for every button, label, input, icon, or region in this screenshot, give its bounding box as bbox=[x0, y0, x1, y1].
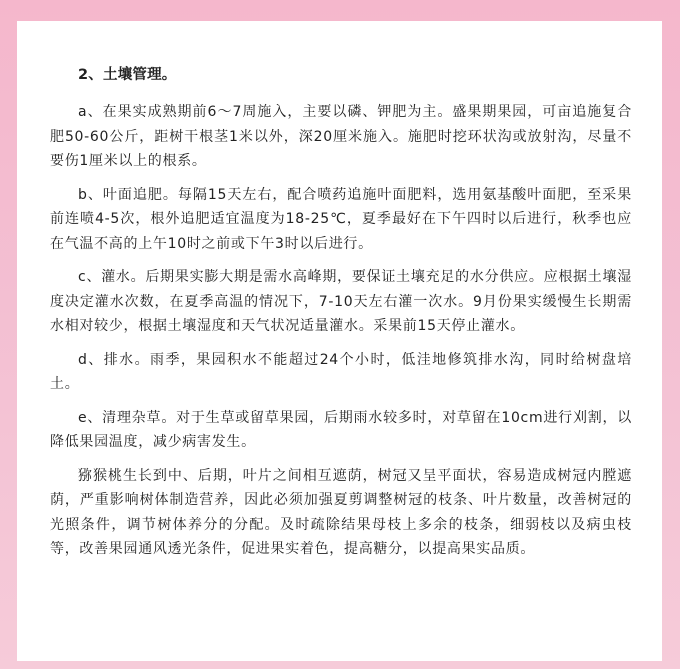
paragraph-pruning: 猕猴桃生长到中、后期，叶片之间相互遮荫，树冠又呈平面状，容易造成树冠内膛遮荫，严重影响树体制造营养，因此必须加强夏剪调整树冠的枝条、叶片数量，改善树冠的光照条件，调节树体养分的分配。及时疏除结果母枝上多余的枝条，细弱枝以及病虫枝等，改善果园通风透光条件，促进果实着色，提高糖分，以提高果实品质。 bbox=[50, 467, 632, 557]
paragraph-weeding: e、清理杂草。对于生草或留草果园，后期雨水较多时，对草留在10cm进行刈割，以降低果园温度，减少病害发生。 bbox=[50, 409, 632, 450]
paragraph-fertilization: a、在果实成熟期前6～7周施入，主要以磷、钾肥为主。盛果期果园，可亩追施复合肥50-60公斤，距树干根茎1米以外，深20厘米施入。施肥时挖环状沟或放射沟，尽量不要伤1厘米以上的根系。 bbox=[50, 104, 632, 169]
article-card bbox=[17, 21, 662, 661]
paragraph-foliar-fertilizer: b、叶面追肥。每隔15天左右，配合喷药追施叶面肥料，选用氨基酸叶面肥，至采果前连喷4-5次，根外追肥适宜温度为18-25℃，夏季最好在下午四时以后进行，秋季也应在气温不高的上午10时之前或下午3时以后进行。 bbox=[50, 186, 632, 252]
paragraph-irrigation: c、灌水。后期果实膨大期是需水高峰期，要保证土壤充足的水分供应。应根据土壤湿度决定灌水次数，在夏季高温的情况下，7-10天左右灌一次水。9月份果实缓慢生长期需水相对较少，根据土壤湿度和天气状况适量灌水。采果前15天停止灌水。 bbox=[50, 269, 632, 334]
section-heading: 2、土壤管理。 bbox=[78, 67, 177, 83]
paragraph-drainage: d、排水。雨季，果园积水不能超过24个小时，低洼地修筑排水沟，同时给树盘培土。 bbox=[50, 351, 632, 392]
